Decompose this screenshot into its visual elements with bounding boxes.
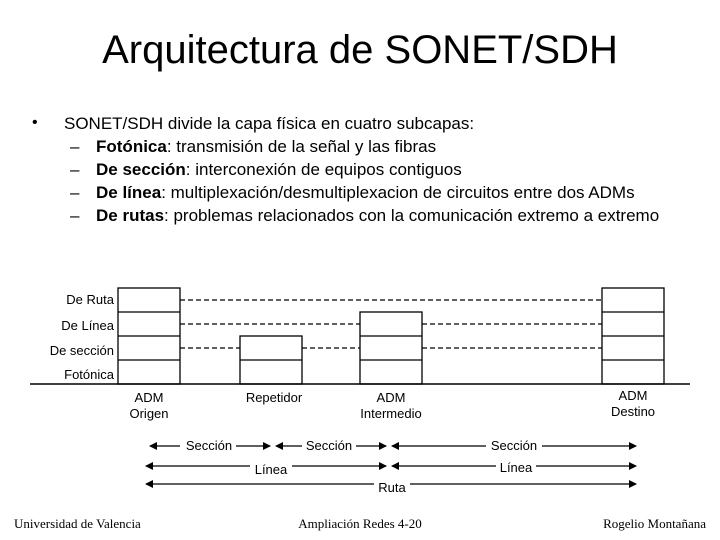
sub-bullet-term: De rutas (96, 206, 165, 225)
adm-origen-stack (118, 288, 180, 384)
adm-intermedio-label-2: Intermedio (360, 406, 422, 421)
adm-origen-label-2: Origen (129, 406, 169, 421)
footer-left: Universidad de Valencia (14, 516, 141, 531)
bullet-dot-icon: • (32, 114, 38, 131)
seccion-span-1-label: Sección (185, 438, 233, 453)
footer-right: Rogelio Montañana (603, 516, 706, 531)
adm-destino-stack (602, 288, 664, 384)
adm-origen-label-1: ADM (134, 390, 164, 405)
sub-bullet-desc: : problemas relacionados con la comunicación extremo a extremo (164, 206, 660, 225)
adm-destino-label-2: Destino (610, 404, 656, 419)
layer-label-fotonica: Fotónica (64, 367, 114, 382)
dash-icon: – (70, 137, 80, 156)
adm-intermedio-stack (360, 312, 422, 384)
sub-bullet-desc: : transmisión de la señal y las fibras (166, 137, 437, 156)
dash-icon: – (70, 183, 80, 202)
seccion-span-2-label: Sección (305, 438, 353, 453)
layer-label-linea: De Línea (61, 318, 114, 333)
adm-destino-label-1: ADM (618, 388, 648, 403)
adm-intermedio-label-1: ADM (376, 390, 406, 405)
seccion-span-3-label: Sección (490, 438, 538, 453)
ruta-span-label: Ruta (378, 480, 406, 495)
linea-span-1-label: Línea (254, 462, 288, 477)
linea-span-2-label: Línea (499, 460, 533, 475)
layer-label-seccion: De sección (49, 343, 114, 358)
sub-bullet-term: De línea (96, 183, 162, 202)
sub-bullet-desc: : interconexión de equipos contiguos (185, 160, 462, 179)
dash-icon: – (70, 160, 80, 179)
footer-center: Ampliación Redes 4-20 (298, 516, 422, 531)
peer-links (180, 300, 602, 348)
layer-label-ruta: De Ruta (66, 292, 114, 307)
slide-title: Arquitectura de SONET/SDH (102, 28, 618, 72)
dash-icon: – (70, 206, 80, 225)
sub-bullet-term: Fotónica (96, 137, 167, 156)
repetidor-stack (240, 336, 302, 384)
main-bullet-text: SONET/SDH divide la capa física en cuatro subcapas: (64, 114, 475, 133)
repetidor-label: Repetidor (245, 390, 303, 405)
sub-bullet-term: De sección (96, 160, 186, 179)
sub-bullet-desc: : multiplexación/desmultiplexacion de circuitos entre dos ADMs (161, 183, 635, 202)
